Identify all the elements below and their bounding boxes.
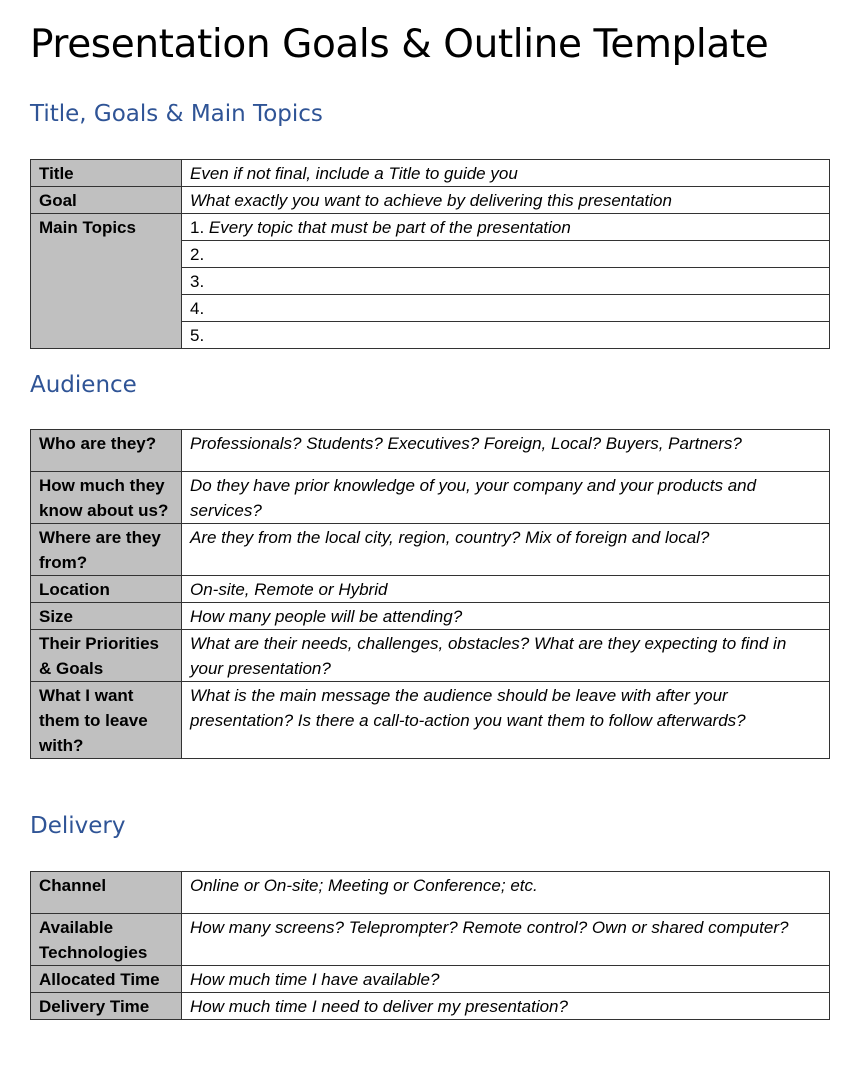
topic-number: 4. [190, 299, 205, 318]
topic-cell[interactable] [182, 268, 830, 295]
topic-text: Every topic that must be part of the presentation [208, 218, 571, 237]
table-row [31, 214, 830, 241]
row-label: Available Technologies [31, 914, 182, 966]
table-row [31, 524, 830, 576]
row-label: Where are they from? [31, 524, 182, 576]
row-value-title[interactable]: Even if not final, include a Title to guide you [182, 160, 830, 187]
row-value[interactable]: How much time I have available? [182, 966, 830, 993]
row-value[interactable]: On-site, Remote or Hybrid [182, 576, 830, 603]
table-row [31, 993, 830, 1020]
row-label: Their Priorities & Goals [31, 630, 182, 682]
table-row [31, 914, 830, 966]
row-label-main-topics: Main Topics [31, 214, 182, 349]
delivery-table [30, 871, 830, 1020]
row-value[interactable]: Do they have prior knowledge of you, your company and your products and services? [182, 472, 830, 524]
topic-cell[interactable] [182, 241, 830, 268]
page-title: Presentation Goals & Outline Template [30, 22, 769, 67]
topic-cell[interactable] [182, 214, 830, 241]
row-label: Who are they? [31, 430, 182, 472]
table-row [31, 603, 830, 630]
row-value[interactable]: Are they from the local city, region, country? Mix of foreign and local? [182, 524, 830, 576]
section-heading-delivery: Delivery [30, 813, 126, 839]
row-value[interactable]: What are their needs, challenges, obstacles? What are they expecting to find in your presentation? [182, 630, 830, 682]
table-row [31, 872, 830, 914]
topic-number: 3. [190, 272, 205, 291]
topic-cell[interactable] [182, 322, 830, 349]
table-row [31, 966, 830, 993]
row-label: Channel [31, 872, 182, 914]
row-value[interactable]: Professionals? Students? Executives? Foreign, Local? Buyers, Partners? [182, 430, 830, 472]
table-row [31, 187, 830, 214]
row-value[interactable]: How many people will be attending? [182, 603, 830, 630]
topic-number: 1. [190, 218, 205, 237]
row-label-goal: Goal [31, 187, 182, 214]
topic-number: 5. [190, 326, 205, 345]
row-label: Location [31, 576, 182, 603]
row-value[interactable]: What is the main message the audience should be leave with after your presentation? Is there a call-to-action you want them to follow afterwards? [182, 682, 830, 759]
goals-table [30, 159, 830, 349]
table-row [31, 160, 830, 187]
table-row [31, 630, 830, 682]
audience-table [30, 429, 830, 759]
row-value[interactable]: How much time I need to deliver my presentation? [182, 993, 830, 1020]
row-label: Size [31, 603, 182, 630]
row-value[interactable]: How many screens? Teleprompter? Remote control? Own or shared computer? [182, 914, 830, 966]
row-value[interactable]: Online or On-site; Meeting or Conference; etc. [182, 872, 830, 914]
table-row [31, 682, 830, 759]
row-label: How much they know about us? [31, 472, 182, 524]
topic-number: 2. [190, 245, 205, 264]
row-value-goal[interactable]: What exactly you want to achieve by delivering this presentation [182, 187, 830, 214]
table-row [31, 576, 830, 603]
topic-cell[interactable] [182, 295, 830, 322]
table-row [31, 472, 830, 524]
row-label: Delivery Time [31, 993, 182, 1020]
table-row [31, 430, 830, 472]
row-label: Allocated Time [31, 966, 182, 993]
row-label-title: Title [31, 160, 182, 187]
row-label: What I want them to leave with? [31, 682, 182, 759]
section-heading-audience: Audience [30, 372, 137, 398]
section-heading-goals: Title, Goals & Main Topics [30, 101, 323, 127]
